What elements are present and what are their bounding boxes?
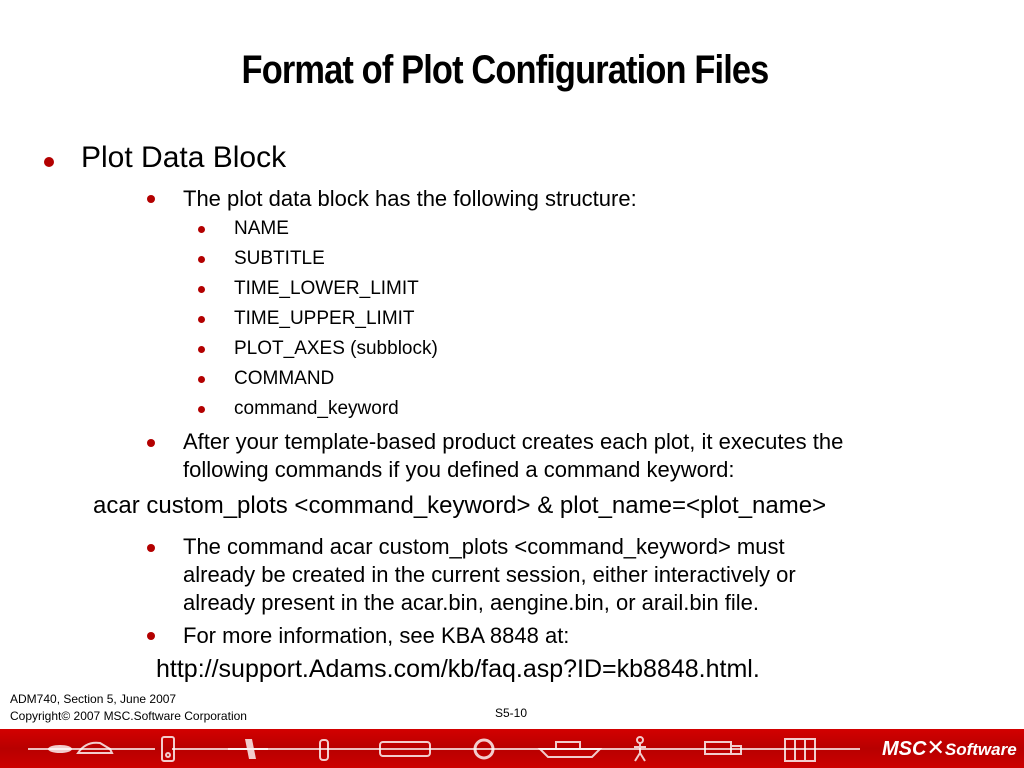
structure-item-time-upper-limit: TIME_UPPER_LIMIT [234,308,415,329]
bullet-icon [198,256,205,263]
airplane-icon [228,739,268,759]
structure-intro: The plot data block has the following structure: [183,186,637,211]
kba-url[interactable]: http://support.Adams.com/kb/faq.asp?ID=kb8848.html. [156,655,760,683]
footer-info [10,691,247,725]
command-note-line1: The command acar custom_plots <command_keyword> must [183,534,785,559]
bullet-icon [44,157,54,167]
logo-msc: MSC [882,738,927,760]
bullet-icon [147,439,155,447]
footer-course: ADM740, Section 5, June 2007 [10,692,177,706]
slide-title: Format of Plot Configuration Files [241,48,769,92]
structure-item-command-keyword: command_keyword [234,398,399,419]
bullet-icon [198,346,205,353]
logo-software: Software [944,740,1017,759]
logo-x-icon: ✕ [926,735,945,760]
command-note-line2: already be created in the current session, either interactively or [183,562,796,587]
bullet-icon [198,406,205,413]
more-info: For more information, see KBA 8848 at: [183,623,570,648]
ship-icon [540,742,600,757]
bullet-icon [198,316,205,323]
structure-item-plot-axes: PLOT_AXES (subblock) [234,338,438,359]
execute-commands-line1: After your template-based product creates each plot, it executes the [183,429,844,454]
rocket-icon [48,745,72,753]
execute-commands-line2: following commands if you defined a command keyword: [183,457,735,482]
heading-plot-data-block: Plot Data Block [81,141,287,174]
bullet-icon [147,544,155,552]
bullet-icon [198,226,205,233]
command-note-line3: already present in the acar.bin, aengine.bin, or arail.bin file. [183,590,760,615]
bullet-icon [147,195,155,203]
footer-bar [0,729,1024,768]
structure-item-command: COMMAND [234,368,335,389]
bullet-icon [147,632,155,640]
industry-icons [0,729,1024,768]
footer-copyright: Copyright© 2007 MSC.Software Corporation [10,709,247,723]
structure-item-subtitle: SUBTITLE [234,248,325,269]
bullet-icon [198,376,205,383]
page-number: S5-10 [495,706,528,720]
msc-logo [882,735,1017,761]
command-syntax: acar custom_plots <command_keyword> & plot_name=<plot_name> [93,492,827,519]
car-icon [78,743,112,753]
structure-item-time-lower-limit: TIME_LOWER_LIMIT [234,278,419,299]
structure-item-name: NAME [234,218,289,239]
bullet-icon [198,286,205,293]
